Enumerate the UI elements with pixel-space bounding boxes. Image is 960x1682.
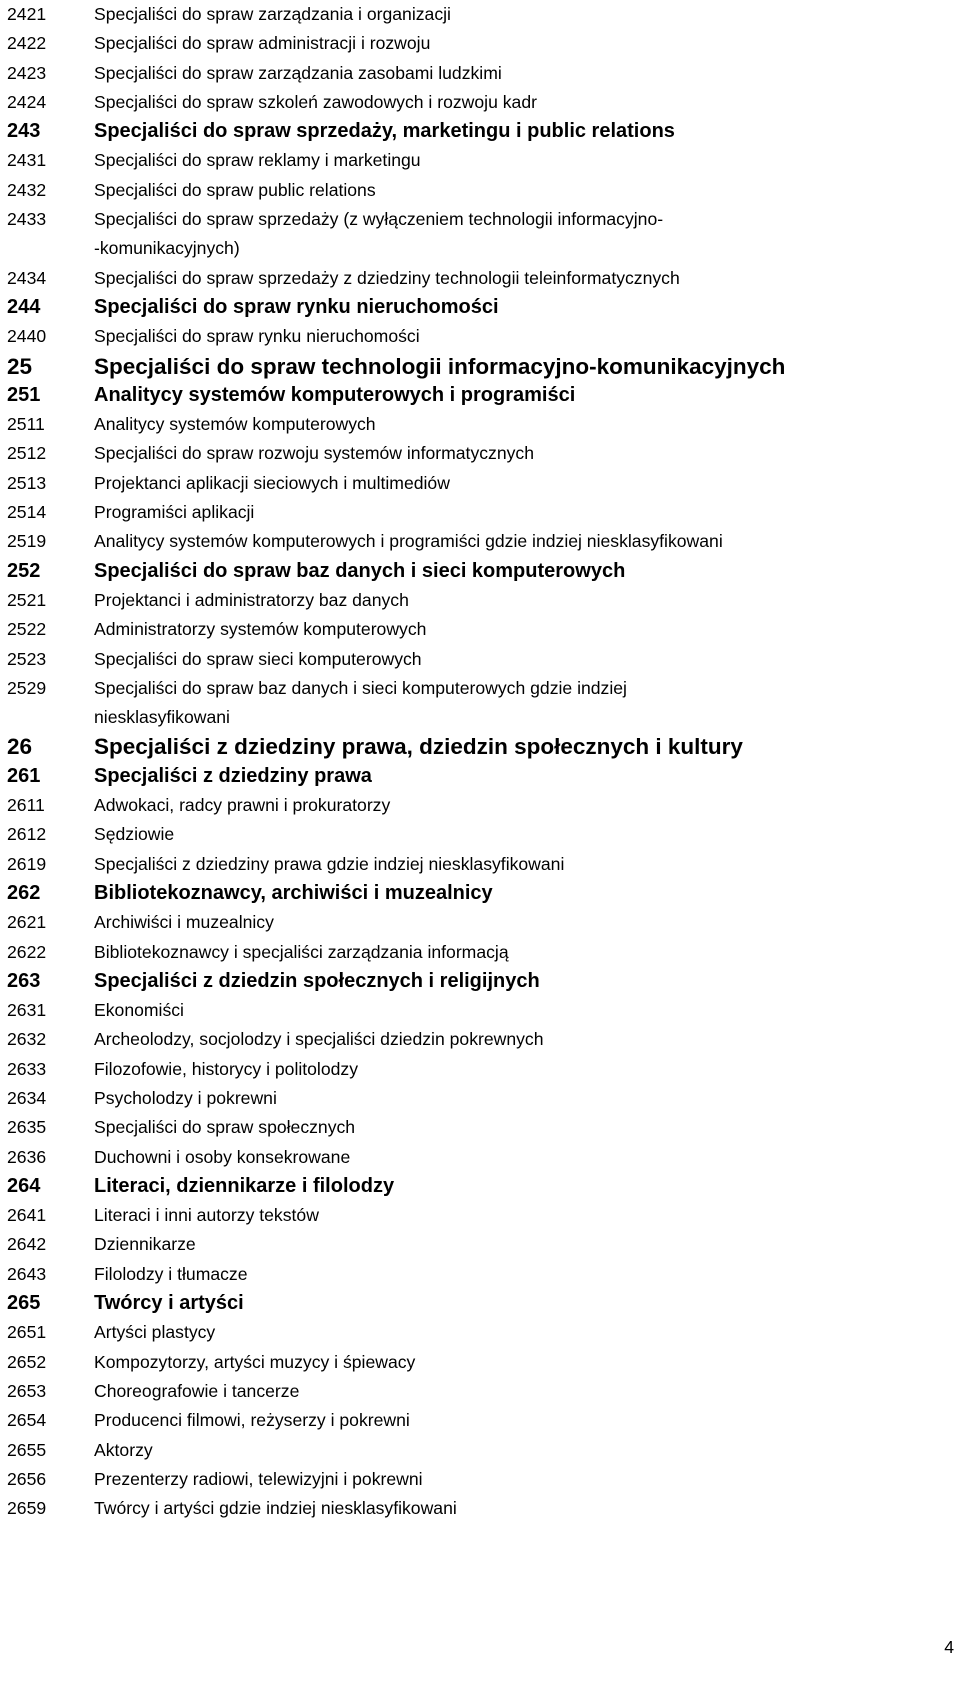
item-label: Projektanci aplikacji sieciowych i multimediów xyxy=(94,472,450,493)
item-code: 252 xyxy=(7,559,41,582)
item-label: Analitycy systemów komputerowych i programiści gdzie indziej niesklasyfikowani xyxy=(94,531,723,552)
list-item xyxy=(7,1318,952,1347)
item-code: 2434 xyxy=(7,267,47,288)
item-label: Specjaliści z dziedziny prawa xyxy=(94,764,372,787)
item-label: Producenci filmowi, reżyserzy i pokrewni xyxy=(94,1410,410,1431)
item-label: Specjaliści do spraw sprzedaży, marketingu i public relations xyxy=(94,120,675,143)
item-code: 2654 xyxy=(7,1410,47,1431)
item-code: 2513 xyxy=(7,472,47,493)
item-code: 265 xyxy=(7,1292,41,1315)
item-code: 2432 xyxy=(7,179,47,200)
list-item xyxy=(7,1406,952,1435)
list-item xyxy=(7,586,952,615)
list-item xyxy=(7,410,952,439)
item-code: 2632 xyxy=(7,1029,47,1050)
item-code: 2659 xyxy=(7,1498,47,1519)
item-label: Psycholodzy i pokrewni xyxy=(94,1087,277,1108)
section-heading xyxy=(7,762,952,791)
item-label: Dziennikarze xyxy=(94,1234,196,1255)
item-label: Specjaliści do spraw zarządzania i organizacji xyxy=(94,4,451,24)
section-heading xyxy=(7,381,952,410)
list-item xyxy=(7,1055,952,1084)
item-code: 2642 xyxy=(7,1234,47,1255)
item-code: 2612 xyxy=(7,824,47,845)
item-code: 244 xyxy=(7,295,41,318)
item-label: Archeolodzy, socjolodzy i specjaliści dziedzin pokrewnych xyxy=(94,1029,544,1050)
list-item xyxy=(7,791,952,820)
list-item xyxy=(7,264,952,293)
item-code: 2653 xyxy=(7,1380,47,1401)
list-item xyxy=(7,850,952,879)
item-label: Specjaliści do spraw administracji i rozwoju xyxy=(94,33,431,54)
list-item xyxy=(7,322,952,351)
list-item xyxy=(7,176,952,205)
item-label: Specjaliści do spraw rynku nieruchomości xyxy=(94,295,499,318)
list-item xyxy=(7,469,952,498)
list-item xyxy=(7,146,952,175)
item-label: Specjaliści do spraw szkoleń zawodowych i rozwoju kadr xyxy=(94,91,537,112)
list-item xyxy=(7,615,952,644)
item-label: Aktorzy xyxy=(94,1439,153,1460)
item-label-line: Specjaliści do spraw baz danych i sieci komputerowych gdzie indziej xyxy=(94,677,627,698)
item-code: 2433 xyxy=(7,209,47,230)
list-item xyxy=(7,205,952,264)
item-label: Specjaliści do spraw technologii informacyjno-komunikacyjnych xyxy=(94,353,786,379)
item-label: Projektanci i administratorzy baz danych xyxy=(94,589,409,610)
list-item xyxy=(7,59,952,88)
item-label: Analitycy systemów komputerowych xyxy=(94,414,376,435)
item-label: Choreografowie i tancerze xyxy=(94,1380,300,1401)
list-item xyxy=(7,1348,952,1377)
item-label: Filolodzy i tłumacze xyxy=(94,1263,248,1284)
item-code: 2636 xyxy=(7,1146,47,1167)
item-code: 2643 xyxy=(7,1263,47,1284)
item-label: Programiści aplikacji xyxy=(94,502,255,523)
list-item xyxy=(7,645,952,674)
list-item xyxy=(7,1465,952,1494)
list-item xyxy=(7,1025,952,1054)
item-code: 2523 xyxy=(7,648,47,669)
list-item xyxy=(7,1201,952,1230)
section-heading xyxy=(7,967,952,996)
list-item xyxy=(7,1436,952,1465)
item-code: 2655 xyxy=(7,1439,47,1460)
item-label xyxy=(94,205,952,264)
list-item xyxy=(7,88,952,117)
item-code: 2424 xyxy=(7,91,47,112)
item-code: 2634 xyxy=(7,1087,47,1108)
list-item xyxy=(7,820,952,849)
item-label: Analitycy systemów komputerowych i programiści xyxy=(94,383,576,406)
section-heading xyxy=(7,732,952,761)
item-code: 243 xyxy=(7,120,41,143)
item-label: Specjaliści z dziedzin społecznych i religijnych xyxy=(94,969,540,992)
item-code: 2621 xyxy=(7,912,47,933)
item-label: Kompozytorzy, artyści muzycy i śpiewacy xyxy=(94,1351,416,1372)
item-label: Specjaliści do spraw rozwoju systemów informatycznych xyxy=(94,443,534,464)
item-code: 25 xyxy=(7,353,33,379)
item-code: 2522 xyxy=(7,619,47,640)
item-label: Ekonomiści xyxy=(94,1000,184,1021)
item-label: Adwokaci, radcy prawni i prokuratorzy xyxy=(94,795,391,816)
list-item xyxy=(7,1377,952,1406)
item-label: Literaci, dziennikarze i filolodzy xyxy=(94,1174,395,1197)
item-label: Administratorzy systemów komputerowych xyxy=(94,619,427,640)
list-item xyxy=(7,1230,952,1259)
list-item xyxy=(7,0,952,29)
classification-list xyxy=(7,0,952,1523)
item-code: 261 xyxy=(7,764,41,787)
item-code: 2641 xyxy=(7,1205,47,1226)
list-item xyxy=(7,674,952,733)
item-code: 2611 xyxy=(7,795,45,816)
list-item xyxy=(7,29,952,58)
item-label: Bibliotekoznawcy i specjaliści zarządzania informacją xyxy=(94,941,509,962)
item-code: 2521 xyxy=(7,589,47,610)
item-code: 264 xyxy=(7,1174,41,1197)
item-label: Specjaliści do spraw baz danych i sieci komputerowych xyxy=(94,559,626,582)
item-code: 2514 xyxy=(7,502,47,523)
item-code: 2631 xyxy=(7,1000,47,1021)
list-item xyxy=(7,1494,952,1523)
item-label: Specjaliści do spraw reklamy i marketingu xyxy=(94,150,421,171)
item-code: 262 xyxy=(7,881,41,904)
item-label: Specjaliści z dziedziny prawa, dziedzin społecznych i kultury xyxy=(94,734,743,760)
item-label: Sędziowie xyxy=(94,824,175,845)
item-code: 26 xyxy=(7,734,33,760)
item-label: Artyści plastycy xyxy=(94,1322,216,1343)
item-code: 2635 xyxy=(7,1117,47,1138)
item-label: Specjaliści do spraw sprzedaży z dziedziny technologii teleinformatycznych xyxy=(94,267,680,288)
item-code: 2423 xyxy=(7,62,47,83)
item-label: Duchowni i osoby konsekrowane xyxy=(94,1146,351,1167)
item-code: 251 xyxy=(7,383,41,406)
section-heading xyxy=(7,1289,952,1318)
list-item xyxy=(7,1113,952,1142)
list-item xyxy=(7,1084,952,1113)
list-item xyxy=(7,439,952,468)
item-label-line: Specjaliści do spraw sprzedaży (z wyłączeniem technologii informacyjno- xyxy=(94,209,664,230)
list-item xyxy=(7,1260,952,1289)
item-label: Specjaliści do spraw zarządzania zasobami ludzkimi xyxy=(94,62,502,83)
item-code: 2619 xyxy=(7,853,47,874)
item-code: 2519 xyxy=(7,531,47,552)
list-item xyxy=(7,908,952,937)
section-heading xyxy=(7,352,952,381)
list-item xyxy=(7,498,952,527)
item-code: 2656 xyxy=(7,1468,47,1489)
item-label-line: -komunikacyjnych) xyxy=(94,238,240,259)
item-code: 2511 xyxy=(7,414,45,435)
list-item xyxy=(7,527,952,556)
item-label: Prezenterzy radiowi, telewizyjni i pokrewni xyxy=(94,1468,423,1489)
item-label: Specjaliści do spraw rynku nieruchomości xyxy=(94,326,420,347)
list-item xyxy=(7,1143,952,1172)
item-label: Filozofowie, historycy i politolodzy xyxy=(94,1058,359,1079)
page-number: 4 xyxy=(944,1637,954,1657)
item-code: 2622 xyxy=(7,941,47,962)
item-code: 2440 xyxy=(7,326,47,347)
item-code: 2431 xyxy=(7,150,47,171)
item-code: 2633 xyxy=(7,1058,47,1079)
item-label xyxy=(94,674,952,733)
item-label: Twórcy i artyści xyxy=(94,1292,244,1315)
section-heading xyxy=(7,557,952,586)
list-item xyxy=(7,938,952,967)
item-code: 2652 xyxy=(7,1351,47,1372)
section-heading xyxy=(7,1172,952,1201)
item-code: 2422 xyxy=(7,33,47,54)
item-code: 2421 xyxy=(7,4,47,24)
item-code: 2529 xyxy=(7,677,47,698)
item-label: Archiwiści i muzealnicy xyxy=(94,912,274,933)
section-heading xyxy=(7,117,952,146)
section-heading xyxy=(7,879,952,908)
item-label: Specjaliści do spraw społecznych xyxy=(94,1117,356,1138)
item-code: 2512 xyxy=(7,443,47,464)
item-label: Literaci i inni autorzy tekstów xyxy=(94,1205,319,1226)
item-code: 263 xyxy=(7,969,41,992)
item-label: Specjaliści do spraw public relations xyxy=(94,179,376,200)
item-label: Specjaliści do spraw sieci komputerowych xyxy=(94,648,422,669)
item-code: 2651 xyxy=(7,1322,47,1343)
item-label: Specjaliści z dziedziny prawa gdzie indziej niesklasyfikowani xyxy=(94,853,565,874)
item-label-line: niesklasyfikowani xyxy=(94,707,230,728)
item-label: Twórcy i artyści gdzie indziej niesklasyfikowani xyxy=(94,1498,457,1519)
item-label: Bibliotekoznawcy, archiwiści i muzealnicy xyxy=(94,881,493,904)
section-heading xyxy=(7,293,952,322)
list-item xyxy=(7,996,952,1025)
